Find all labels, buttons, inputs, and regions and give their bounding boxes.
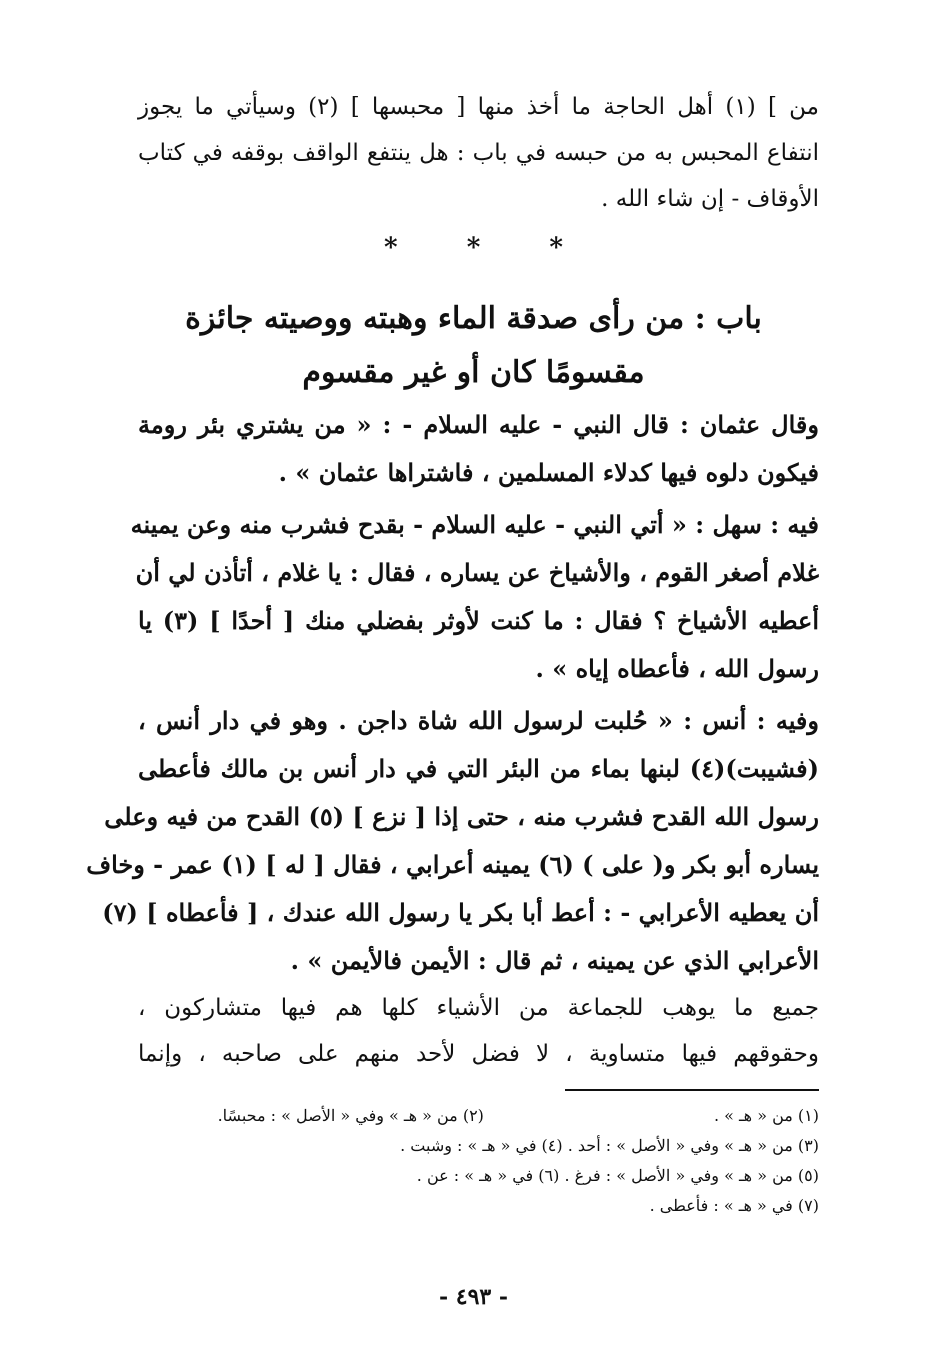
top-paragraph [138, 84, 819, 222]
text-line: غلام أصغر القوم ، والأشياخ عن يساره ، فقال : يا غلام ، أتأذن لي أن [135, 558, 819, 587]
footnote: (٣) من « هـ » وفي « الأصل » : أحد . [567, 1136, 819, 1155]
paragraph-anas [86, 697, 819, 985]
section-separator: * * * [384, 233, 563, 263]
footnote-row [138, 1131, 819, 1161]
footnote-row [138, 1191, 819, 1221]
heading-line: مقسومًا كان أو غير مقسوم [302, 355, 645, 390]
text-line: أن يعطيه الأعرابي - : أعط أبا بكر يا رسول الله عندك ، [ فأعطاه ] (٧) [102, 898, 819, 927]
paragraph-uthman [138, 401, 819, 497]
paragraph-sahl [130, 501, 820, 693]
heading-line: باب : من رأى صدقة الماء وهبته ووصيته جائزة [185, 301, 762, 336]
text-line: الأعرابي الذي عن يمينه ، ثم قال : الأيمن فالأيمن » . [290, 946, 819, 975]
footnote: (٦) في « هـ » : عن . [416, 1166, 560, 1185]
text-line: من ] (١) أهل الحاجة ما أخذ منها [ محبسها ] (٢) وسيأتي ما يجوز [138, 94, 819, 120]
footnote: (٥) من « هـ » وفي « الأصل » : فرغ . [564, 1166, 819, 1185]
text-line: وقال عثمان : قال النبي - عليه السلام - : « من يشتري بئر رومة [138, 410, 819, 439]
text-line: رسول الله القدح فشرب منه ، حتى إذا [ نزع ] (٥) القدح من فيه وعلى [104, 802, 819, 831]
chapter-heading [120, 292, 827, 400]
text-line: (فشيبت)(٤) لبنها بماء من البئر التي في دار أنس بن مالك فأعطى [138, 754, 819, 783]
text-line: رسول الله ، فأعطاه إياه » . [535, 654, 819, 683]
text-line: انتفاع المحبس به من حبسه في باب : هل ينتفع الواقف بوقفه في كتاب [138, 140, 819, 166]
paragraph-commentary [138, 985, 819, 1077]
text-line: فيكون دلوه فيها كدلاء المسلمين ، فاشتراها عثمان » . [278, 458, 819, 487]
footnote: (٧) في « هـ » : فأعطى . [649, 1196, 819, 1215]
text-line: فيه : سهل : « أتي النبي - عليه السلام - بقدح فشرب منه وعن يمينه [130, 510, 819, 539]
footnote: (١) من « هـ » . [713, 1106, 819, 1125]
footnote-row [138, 1161, 819, 1191]
text-line: جميع ما يوهب للجماعة من الأشياء كلها هم فيها متشاركون ، [138, 995, 819, 1021]
text-line: أعطيه الأشياخ ؟ فقال : ما كنت لأوثر بفضلي منك [ أحدًا ] (٣) يا [138, 606, 820, 635]
footnote-divider [565, 1089, 819, 1091]
text-line: وحقوقهم فيها متساوية ، لا فضل لأحد منهم على صاحبه ، وإنما [138, 1041, 819, 1067]
text-line: الأوقاف - إن شاء الله . [601, 186, 819, 212]
text-line: يساره أبو بكر و( على ) (٦) يمينه أعرابي ، فقال [ له ] (١) عمر - وخاف [86, 850, 819, 879]
footnote: (٢) من « هـ » وفي « الأصل » : محبسًا. [217, 1106, 484, 1125]
footnote: (٤) في « هـ » : وشبت . [400, 1136, 563, 1155]
footnote-row [138, 1101, 819, 1131]
page-number: - ٤٩٣ - [438, 1284, 509, 1310]
footnotes [138, 1101, 819, 1221]
text-line: وفيه : أنس : « حُلبت لرسول الله شاة داجن . وهو في دار أنس ، [138, 706, 819, 735]
